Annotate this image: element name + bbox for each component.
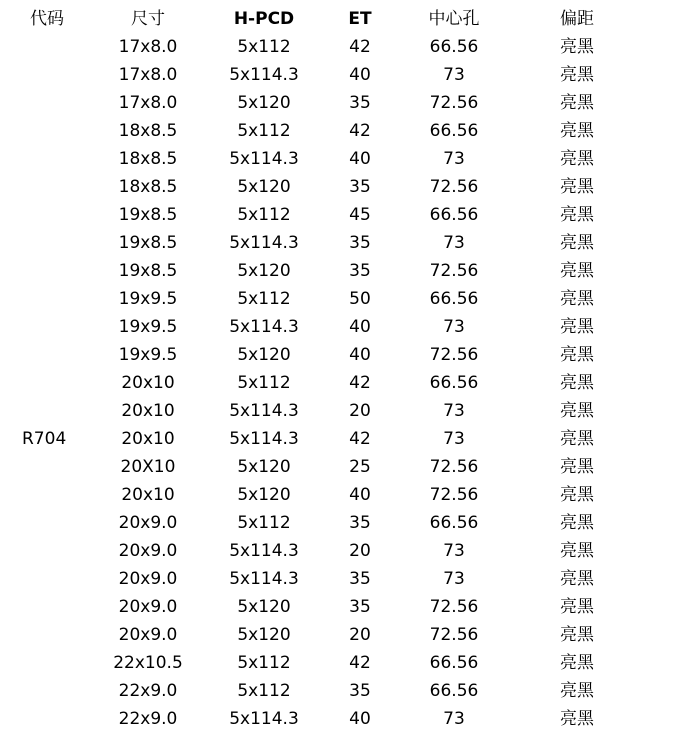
cell-code bbox=[0, 565, 94, 593]
cell-et: 42 bbox=[349, 121, 371, 141]
cell-et: 35 bbox=[349, 681, 371, 701]
cell-center-bore: 66.56 bbox=[429, 289, 479, 309]
cell-code bbox=[0, 537, 94, 565]
cell-finish: 亮黑 bbox=[560, 317, 594, 337]
cell-pcd: 5x114.3 bbox=[229, 65, 299, 85]
cell-center-bore: 73 bbox=[443, 149, 465, 169]
cell-center-bore: 73 bbox=[443, 317, 465, 337]
cell-code bbox=[0, 285, 94, 313]
table-row bbox=[0, 677, 640, 705]
cell-et: 40 bbox=[349, 149, 371, 169]
cell-finish: 亮黑 bbox=[560, 37, 594, 57]
cell-et: 50 bbox=[349, 289, 371, 309]
cell-et: 42 bbox=[349, 37, 371, 57]
table-row bbox=[0, 173, 640, 201]
cell-finish: 亮黑 bbox=[560, 513, 594, 533]
cell-size: 19x8.5 bbox=[118, 205, 178, 225]
cell-pcd: 5x120 bbox=[237, 345, 291, 365]
table-row bbox=[0, 33, 640, 61]
cell-et: 42 bbox=[349, 373, 371, 393]
cell-center-bore: 73 bbox=[443, 709, 465, 729]
cell-finish: 亮黑 bbox=[560, 625, 594, 645]
cell-finish: 亮黑 bbox=[560, 345, 594, 365]
cell-et: 35 bbox=[349, 261, 371, 281]
cell-finish: 亮黑 bbox=[560, 65, 594, 85]
cell-size: 17x8.0 bbox=[118, 65, 178, 85]
cell-et: 35 bbox=[349, 513, 371, 533]
header-row bbox=[0, 5, 640, 33]
cell-size: 20x9.0 bbox=[118, 625, 178, 645]
header-center-bore: 中心孔 bbox=[428, 9, 480, 29]
cell-finish: 亮黑 bbox=[560, 233, 594, 253]
cell-finish: 亮黑 bbox=[560, 681, 594, 701]
cell-code bbox=[0, 89, 94, 117]
table-row bbox=[0, 621, 640, 649]
cell-code bbox=[0, 229, 94, 257]
cell-code bbox=[0, 397, 94, 425]
table-row bbox=[0, 649, 640, 677]
cell-et: 42 bbox=[349, 653, 371, 673]
cell-size: 18x8.5 bbox=[118, 121, 178, 141]
cell-pcd: 5x114.3 bbox=[229, 401, 299, 421]
table-row bbox=[0, 369, 640, 397]
cell-size: 20x10 bbox=[121, 429, 175, 449]
cell-code: R704 bbox=[22, 429, 67, 449]
cell-pcd: 5x120 bbox=[237, 261, 291, 281]
cell-et: 25 bbox=[349, 457, 371, 477]
cell-center-bore: 66.56 bbox=[429, 121, 479, 141]
cell-pcd: 5x112 bbox=[237, 373, 291, 393]
cell-finish: 亮黑 bbox=[560, 653, 594, 673]
cell-pcd: 5x112 bbox=[237, 37, 291, 57]
cell-center-bore: 73 bbox=[443, 401, 465, 421]
header-offset: 偏距 bbox=[560, 9, 594, 29]
cell-center-bore: 66.56 bbox=[429, 653, 479, 673]
cell-finish: 亮黑 bbox=[560, 177, 594, 197]
cell-finish: 亮黑 bbox=[560, 205, 594, 225]
cell-et: 20 bbox=[349, 625, 371, 645]
cell-finish: 亮黑 bbox=[560, 289, 594, 309]
cell-et: 20 bbox=[349, 541, 371, 561]
cell-size: 22x9.0 bbox=[118, 681, 178, 701]
cell-center-bore: 72.56 bbox=[429, 485, 479, 505]
header-code: 代码 bbox=[30, 9, 64, 29]
cell-size: 20x10 bbox=[121, 373, 175, 393]
cell-code bbox=[0, 173, 94, 201]
cell-pcd: 5x120 bbox=[237, 457, 291, 477]
cell-pcd: 5x112 bbox=[237, 653, 291, 673]
cell-size: 20x9.0 bbox=[118, 541, 178, 561]
table-row bbox=[0, 453, 640, 481]
cell-center-bore: 73 bbox=[443, 429, 465, 449]
cell-et: 40 bbox=[349, 65, 371, 85]
cell-et: 42 bbox=[349, 429, 371, 449]
cell-pcd: 5x120 bbox=[237, 93, 291, 113]
cell-finish: 亮黑 bbox=[560, 569, 594, 589]
cell-center-bore: 73 bbox=[443, 541, 465, 561]
cell-code bbox=[0, 313, 94, 341]
cell-size: 20x10 bbox=[121, 401, 175, 421]
cell-center-bore: 72.56 bbox=[429, 93, 479, 113]
cell-code bbox=[0, 369, 94, 397]
cell-finish: 亮黑 bbox=[560, 121, 594, 141]
table-row bbox=[0, 425, 640, 453]
cell-finish: 亮黑 bbox=[560, 149, 594, 169]
table-row bbox=[0, 397, 640, 425]
cell-center-bore: 72.56 bbox=[429, 345, 479, 365]
cell-pcd: 5x114.3 bbox=[229, 709, 299, 729]
cell-size: 19x9.5 bbox=[118, 289, 178, 309]
table-row bbox=[0, 593, 640, 621]
cell-center-bore: 73 bbox=[443, 569, 465, 589]
cell-pcd: 5x114.3 bbox=[229, 149, 299, 169]
cell-center-bore: 66.56 bbox=[429, 681, 479, 701]
cell-code bbox=[0, 61, 94, 89]
cell-size: 19x9.5 bbox=[118, 345, 178, 365]
table-row bbox=[0, 341, 640, 369]
cell-pcd: 5x114.3 bbox=[229, 317, 299, 337]
cell-code bbox=[0, 117, 94, 145]
cell-pcd: 5x112 bbox=[237, 205, 291, 225]
cell-code bbox=[0, 33, 94, 61]
cell-finish: 亮黑 bbox=[560, 597, 594, 617]
cell-center-bore: 72.56 bbox=[429, 457, 479, 477]
cell-et: 40 bbox=[349, 709, 371, 729]
cell-center-bore: 66.56 bbox=[429, 513, 479, 533]
cell-code bbox=[0, 509, 94, 537]
cell-pcd: 5x120 bbox=[237, 485, 291, 505]
cell-pcd: 5x114.3 bbox=[229, 233, 299, 253]
cell-center-bore: 73 bbox=[443, 233, 465, 253]
cell-finish: 亮黑 bbox=[560, 457, 594, 477]
cell-et: 40 bbox=[349, 345, 371, 365]
cell-code bbox=[0, 201, 94, 229]
cell-size: 19x8.5 bbox=[118, 233, 178, 253]
table-row bbox=[0, 201, 640, 229]
cell-code bbox=[0, 593, 94, 621]
table-body bbox=[0, 33, 640, 733]
cell-size: 18x8.5 bbox=[118, 149, 178, 169]
cell-finish: 亮黑 bbox=[560, 709, 594, 729]
cell-code bbox=[0, 341, 94, 369]
table-row bbox=[0, 61, 640, 89]
wheel-spec-table bbox=[0, 5, 640, 733]
cell-pcd: 5x120 bbox=[237, 597, 291, 617]
cell-center-bore: 66.56 bbox=[429, 373, 479, 393]
table-row bbox=[0, 537, 640, 565]
table-row bbox=[0, 509, 640, 537]
cell-center-bore: 72.56 bbox=[429, 177, 479, 197]
table-row bbox=[0, 229, 640, 257]
cell-code bbox=[0, 677, 94, 705]
cell-size: 20x9.0 bbox=[118, 597, 178, 617]
cell-code bbox=[0, 257, 94, 285]
cell-size: 20x10 bbox=[121, 485, 175, 505]
cell-finish: 亮黑 bbox=[560, 429, 594, 449]
cell-code bbox=[0, 621, 94, 649]
cell-et: 35 bbox=[349, 233, 371, 253]
table-row bbox=[0, 257, 640, 285]
cell-finish: 亮黑 bbox=[560, 261, 594, 281]
cell-code bbox=[0, 481, 94, 509]
header-pcd: H-PCD bbox=[233, 9, 295, 29]
table-row bbox=[0, 481, 640, 509]
cell-finish: 亮黑 bbox=[560, 401, 594, 421]
table-row bbox=[0, 565, 640, 593]
cell-pcd: 5x114.3 bbox=[229, 541, 299, 561]
cell-size: 20x9.0 bbox=[118, 569, 178, 589]
cell-center-bore: 72.56 bbox=[429, 261, 479, 281]
cell-size: 18x8.5 bbox=[118, 177, 178, 197]
cell-finish: 亮黑 bbox=[560, 93, 594, 113]
cell-code bbox=[0, 453, 94, 481]
cell-finish: 亮黑 bbox=[560, 541, 594, 561]
cell-center-bore: 66.56 bbox=[429, 205, 479, 225]
header-size: 尺寸 bbox=[131, 9, 165, 29]
cell-size: 20x9.0 bbox=[118, 513, 178, 533]
cell-pcd: 5x120 bbox=[237, 625, 291, 645]
cell-size: 19x9.5 bbox=[118, 317, 178, 337]
cell-code bbox=[0, 649, 94, 677]
cell-et: 40 bbox=[349, 317, 371, 337]
cell-size: 17x8.0 bbox=[118, 37, 178, 57]
cell-center-bore: 72.56 bbox=[429, 625, 479, 645]
cell-center-bore: 72.56 bbox=[429, 597, 479, 617]
cell-finish: 亮黑 bbox=[560, 373, 594, 393]
cell-size: 20X10 bbox=[120, 457, 176, 477]
cell-pcd: 5x112 bbox=[237, 289, 291, 309]
cell-et: 35 bbox=[349, 597, 371, 617]
cell-et: 45 bbox=[349, 205, 371, 225]
cell-size: 19x8.5 bbox=[118, 261, 178, 281]
cell-size: 17x8.0 bbox=[118, 93, 178, 113]
cell-size: 22x10.5 bbox=[113, 653, 183, 673]
cell-pcd: 5x114.3 bbox=[229, 569, 299, 589]
cell-et: 35 bbox=[349, 93, 371, 113]
cell-size: 22x9.0 bbox=[118, 709, 178, 729]
cell-pcd: 5x112 bbox=[237, 121, 291, 141]
cell-et: 20 bbox=[349, 401, 371, 421]
cell-pcd: 5x114.3 bbox=[229, 429, 299, 449]
header-et: ET bbox=[348, 9, 372, 29]
cell-center-bore: 73 bbox=[443, 65, 465, 85]
cell-et: 35 bbox=[349, 569, 371, 589]
cell-pcd: 5x112 bbox=[237, 681, 291, 701]
table-row bbox=[0, 117, 640, 145]
cell-code bbox=[0, 145, 94, 173]
table-row bbox=[0, 285, 640, 313]
cell-code bbox=[0, 705, 94, 733]
table-row bbox=[0, 145, 640, 173]
table-row bbox=[0, 705, 640, 733]
cell-finish: 亮黑 bbox=[560, 485, 594, 505]
table-row bbox=[0, 89, 640, 117]
cell-et: 40 bbox=[349, 485, 371, 505]
cell-center-bore: 66.56 bbox=[429, 37, 479, 57]
cell-pcd: 5x112 bbox=[237, 513, 291, 533]
cell-pcd: 5x120 bbox=[237, 177, 291, 197]
cell-et: 35 bbox=[349, 177, 371, 197]
table-row bbox=[0, 313, 640, 341]
